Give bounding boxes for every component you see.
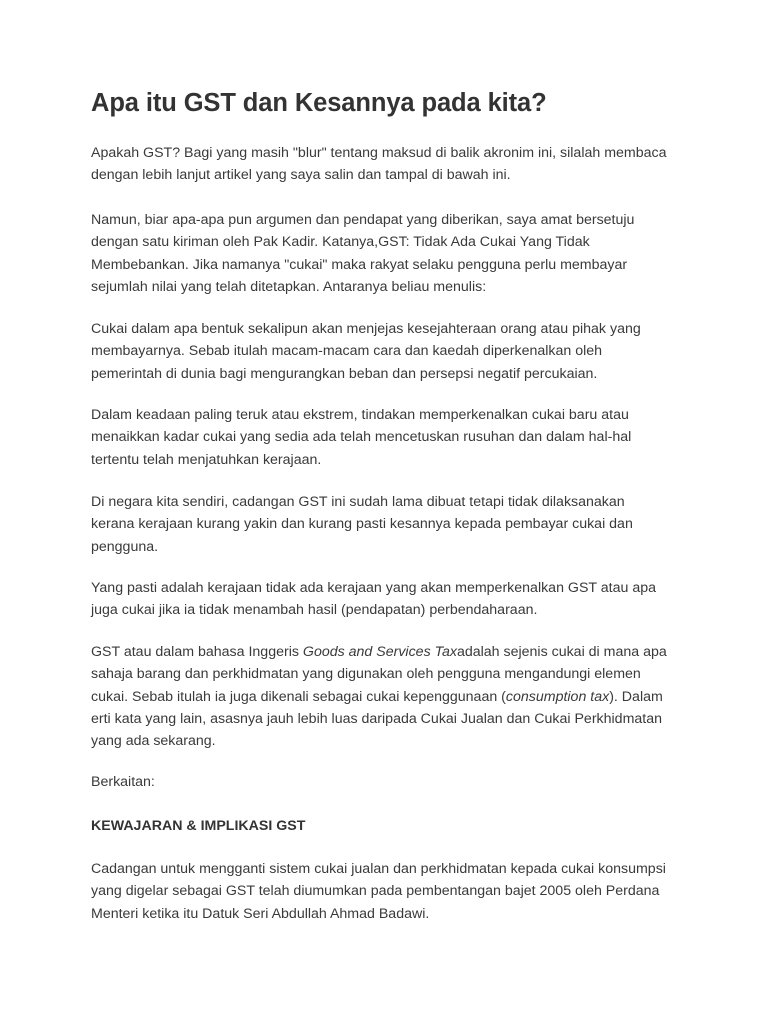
text-line: membayarnya. Sebab itulah macam-macam cara dan kaedah diperkenalkan oleh — [91, 343, 603, 360]
text-line: pengguna. — [91, 538, 159, 555]
text-line: Di negara kita sendiri, cadangan GST ini sudah lama dibuat tetapi tidak dilaksanakan — [91, 494, 625, 510]
text-segment: cukai. Sebab itulah ia juga dikenali sebagai cukai kepenggunaan ( — [91, 688, 506, 705]
text-line: Yang pasti adalah kerajaan tidak ada kerajaan yang akan memperkenalkan GST atau apa — [91, 580, 656, 596]
text-line — [91, 686, 691, 708]
text-line: Cukai dalam apa bentuk sekalipun akan menjejas kesejahteraan orang atau pihak yang — [91, 321, 641, 337]
emphasis-text: Goods and Services Tax — [302, 644, 457, 660]
text-line: kerana kerajaan kurang yakin dan kurang pasti kesannya kepada pembayar cukai dan — [91, 516, 633, 533]
paragraph-local — [91, 491, 691, 558]
paragraph-cukai-burden — [91, 318, 691, 385]
paragraph-extreme — [91, 404, 691, 471]
paragraph-definition — [91, 641, 691, 752]
text-line: pemerintah di dunia bagi mengurangkan beban dan persepsi negatif percukaian. — [91, 365, 598, 382]
paragraph-related — [91, 771, 691, 793]
text-line: erti kata yang lain, asasnya jauh lebih luas daripada Cukai Jualan dan Cukai Perkhidmatan — [91, 710, 663, 727]
paragraph-intro — [91, 142, 691, 187]
paragraph-revenue — [91, 577, 691, 622]
text-line: Namun, biar apa-apa pun argumen dan pendapat yang diberikan, saya amat bersetuju — [91, 212, 635, 228]
text-line: menaikkan kadar cukai yang sedia ada telah mencetuskan rusuhan dan dalam hal-hal — [91, 429, 632, 446]
page-title: Apa itu GST dan Kesannya pada kita? — [91, 89, 547, 117]
text-line: Berkaitan: — [91, 774, 155, 790]
text-line: Menteri ketika itu Datuk Seri Abdullah Ahmad Badawi. — [91, 905, 430, 922]
text-line: juga cukai jika ia tidak menambah hasil (pendapatan) perbendaharaan. — [91, 602, 538, 619]
paragraph-announcement — [91, 858, 691, 925]
text-line: yang digelar sebagai GST telah diumumkan pada pembentangan bajet 2005 oleh Perdana — [91, 883, 660, 900]
paragraph-opinion — [91, 209, 691, 298]
section-heading: KEWAJARAN & IMPLIKASI GST — [91, 818, 306, 834]
text-line: Apakah GST? Bagi yang masih "blur" tentang maksud di balik akronim ini, silalah membaca — [91, 145, 667, 161]
text-line: dengan lebih lanjut artikel yang saya salin dan tampal di bawah ini. — [91, 167, 511, 184]
text-segment: GST atau dalam bahasa Inggeris — [91, 644, 303, 660]
text-line: Cadangan untuk mengganti sistem cukai jualan dan perkhidmatan kepada cukai konsumpsi — [91, 861, 666, 877]
text-segment: adalah sejenis cukai di mana apa — [456, 644, 667, 660]
text-segment: ). Dalam — [609, 688, 663, 705]
text-line: Dalam keadaan paling teruk atau ekstrem, tindakan memperkenalkan cukai baru atau — [91, 407, 629, 423]
text-line: dengan satu kiriman oleh Pak Kadir. Katanya,GST: Tidak Ada Cukai Yang Tidak — [91, 234, 590, 251]
text-line: yang ada sekarang. — [91, 733, 216, 750]
text-line: Membebankan. Jika namanya "cukai" maka rakyat selaku pengguna perlu membayar — [91, 256, 628, 273]
text-line: sejumlah nilai yang telah ditetapkan. Antaranya beliau menulis: — [91, 278, 487, 295]
emphasis-text: consumption tax — [505, 688, 610, 705]
text-line — [91, 641, 691, 663]
text-line: tertentu telah menjatuhkan kerajaan. — [91, 451, 322, 468]
text-line: sahaja barang dan perkhidmatan yang digunakan oleh pengguna mengandungi elemen — [91, 666, 641, 683]
